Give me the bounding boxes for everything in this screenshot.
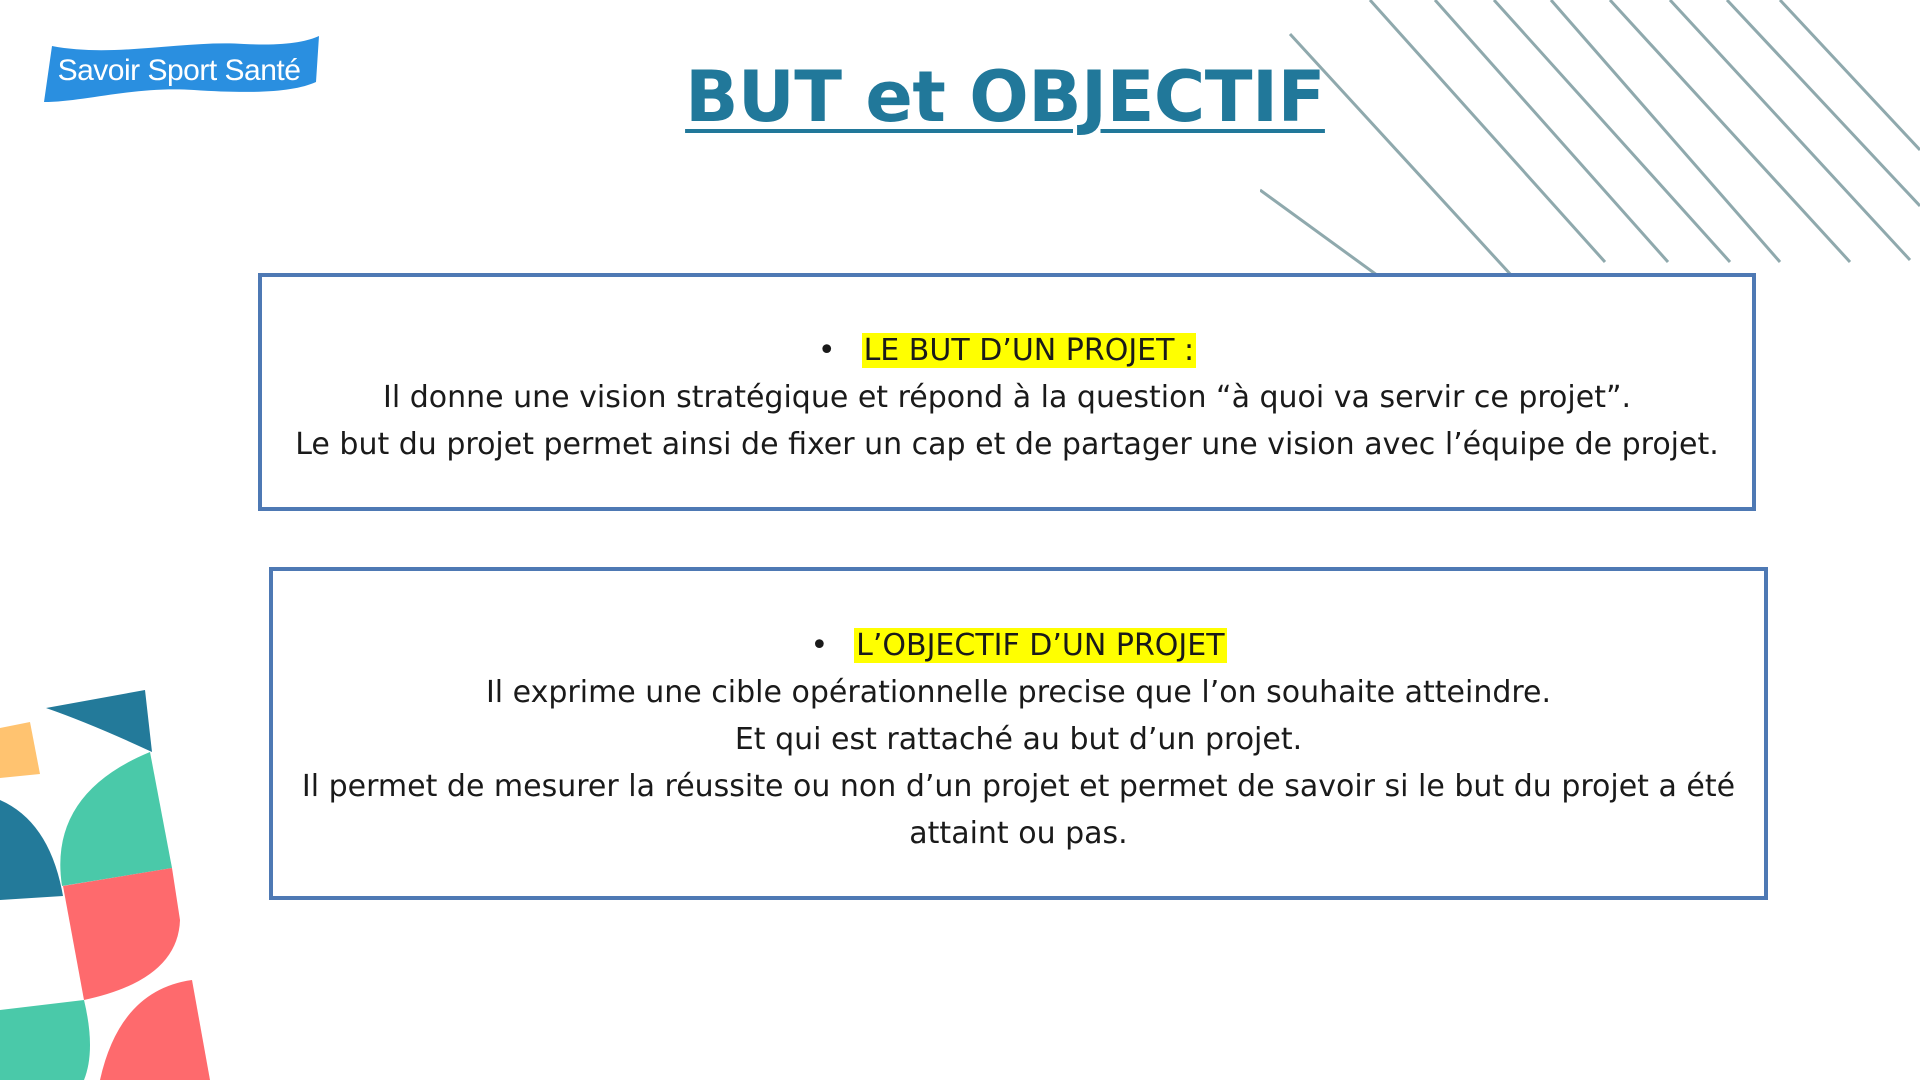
logo-text: Savoir Sport Santé	[57, 54, 301, 87]
geometric-shapes-decoration	[0, 690, 220, 1080]
but-heading: LE BUT D’UN PROJET :	[863, 333, 1195, 368]
objectif-definition-box	[269, 567, 1768, 900]
objectif-heading-line	[273, 622, 1764, 669]
objectif-heading: L’OBJECTIF D’UN PROJET	[856, 628, 1225, 663]
bullet-icon: •	[817, 333, 836, 368]
page-title-text: BUT et OBJECTIF	[685, 56, 1325, 138]
but-text-line: Il donne une vision stratégique et répond à la question “à quoi va servir ce projet”.	[382, 380, 1632, 415]
but-heading-line	[262, 327, 1752, 374]
but-text-line: Le but du projet permet ainsi de fixer un cap et de partager une vision avec l’équipe de projet.	[295, 427, 1719, 462]
objectif-text-line: Et qui est rattaché au but d’un projet.	[734, 722, 1303, 757]
but-definition-box	[258, 273, 1756, 511]
objectif-text-line: Il exprime une cible opérationnelle precise que l’on souhaite atteindre.	[485, 675, 1552, 710]
objectif-text-line: Il permet de mesurer la réussite ou non d’un projet et permet de savoir si le but du projet a été attaint ou pas.	[301, 769, 1736, 851]
bullet-icon: •	[810, 628, 829, 663]
